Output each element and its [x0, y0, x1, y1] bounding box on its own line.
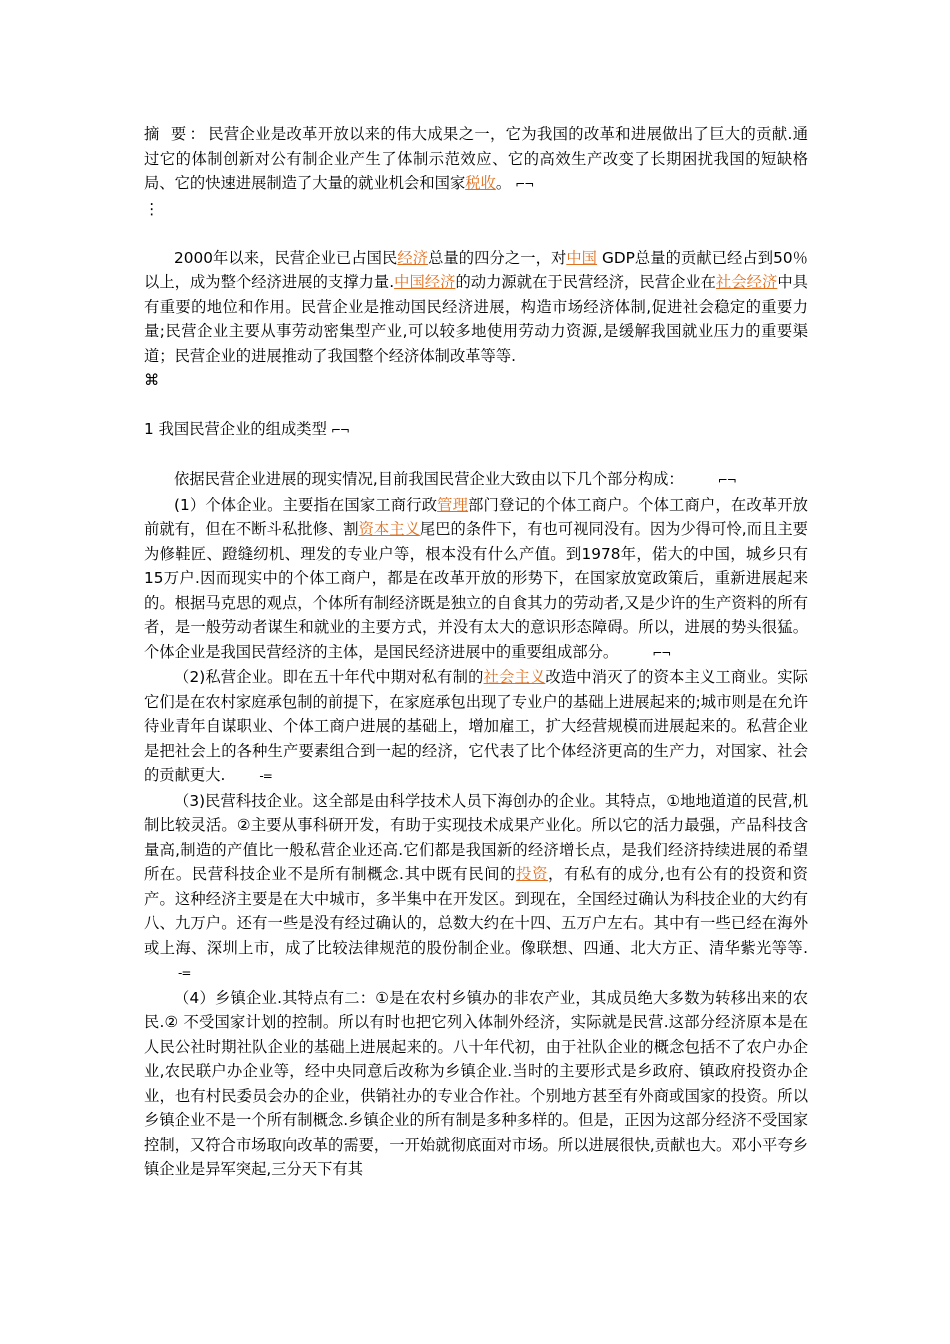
intro-text: 中具有重要的地位和作用。民营企业是推动国民经济进展，构造市场经济体制,促进社会稳定的重要力量;民营企业主要从事劳动密集型产业,可以较多地使用劳动力资源,是缓解我国就业压力的重要渠道；民营企业的进展推动了我国整个经济体制改革等等. — [144, 273, 808, 365]
section-heading-text: 1 我国民营企业的组成类型 — [144, 420, 327, 438]
paragraph-mark-icon: -= — [178, 966, 191, 980]
ellipsis-mark — [144, 197, 808, 222]
paragraph-mark-icon: ⌐¬ — [330, 423, 349, 437]
link-tax[interactable]: 税收 — [465, 174, 496, 192]
intro-text: 的动力源就在于民营经济，民营企业在 — [455, 273, 717, 291]
item2-text: 改造中消灭了的资本主义工商业。实际它们是在农村家庭承包制的前提下，在家庭承包出现了专业户的基础上进展起来的;城市则是在允许待业青年自谋职业、个体工商户进展的基础上，增加雇工，扩大经营规模而进展起来的。私营企业是把社会上的各种生产要素组合到一起的经济，它代表了比个体经济更高的生产力，对国家、社会的贡献更大. — [144, 668, 808, 784]
item4-paragraph — [144, 986, 808, 1182]
item1-paragraph — [144, 493, 808, 666]
item2-paragraph — [144, 665, 808, 789]
item4-text: （4）乡镇企业.其特点有二：①是在农村乡镇办的非农产业，其成员绝大多数为转移出来的农民.② 不受国家计划的控制。所以有时也把它列入体制外经济，实际就是民营.这部分经济原本是在人民公社时期社队企业的基础上进展起来的。八十年代初，由于社队企业的概念包括不了农户办企业,农民联户办企业等，经中央同意后改称为乡镇企业.当时的主要形式是乡政府、镇政府投资办企业，也有村民委员会办的企业，供销社办的专业合作社。个别地方甚至有外商或国家的投资。所以乡镇企业不是一个所有制概念.乡镇企业的所有制是多种多样的。但是，正因为这部分经济不受国家控制，又符合市场取向改革的需要，一开始就彻底面对市场。所以进展很快,贡献也大。邓小平夸乡镇企业是异军突起,三分天下有其 — [144, 988, 808, 1178]
document-body — [144, 122, 808, 1182]
item2-text: （2)私营企业。即在五十年代中期对私有制的 — [174, 668, 484, 686]
item3-paragraph — [144, 789, 808, 986]
link-social-economy[interactable]: 社会经济 — [716, 273, 778, 291]
item1-text: (1）个体企业。主要指在国家工商行政 — [174, 495, 438, 514]
intro-paragraph — [144, 246, 808, 369]
paragraph-mark-icon: ⌐¬ — [515, 177, 534, 191]
link-capitalism[interactable]: 资本主义 — [358, 520, 420, 538]
link-china[interactable]: 中国 — [566, 248, 598, 267]
lead-text: 依据民营企业进展的现实情况,目前我国民营企业大致由以下几个部分构成： — [174, 470, 684, 488]
link-management[interactable]: 管理 — [437, 495, 469, 514]
paragraph-mark-icon: -= — [259, 769, 272, 783]
spacer — [144, 443, 808, 468]
spacer — [144, 221, 808, 246]
item1-text: 部门登记的个体工商户。个体工商户，在改革开放前就有，但在不断斗私批修、割 — [144, 495, 808, 538]
intro-text: 2000年以来，民营企业已占国民 — [174, 248, 398, 267]
intro-text: GDP总量的贡献已经占到50％以上，成为整个经济进展的支撑力量. — [144, 248, 808, 291]
intro-mark-line — [144, 368, 808, 393]
paragraph-mark-icon: ⌐¬ — [717, 473, 736, 487]
vertical-dots-icon: ⋮ — [144, 199, 160, 218]
section-heading — [144, 417, 808, 443]
item1-text: 尾巴的条件下，有也可视同没有。因为少得可怜,而且主要为修鞋匠、蹬缝纫机、理发的专业户等，根本没有什么产值。到1978年，偌大的中国，城乡只有15万户.因而现实中的个体工商户，都是在改革开放的形势下，在国家放宽政策后，重新进展起来的。根据马克思的观点，个体所有制经济既是独立的自食其力的劳动者,又是少许的生产资料的所有者，是一般劳动者谋生和就业的主要方式，并没有太大的意识形态障碍。所以，进展的势头很猛。个体企业是我国民营经济的主体，是国民经济进展中的重要组成部分。 — [144, 520, 808, 661]
abstract-paragraph — [144, 122, 808, 197]
item3-text: （3)民营科技企业。这全部是由科学技术人员下海创办的企业。其特点，①地地道道的民营,机制比较灵活。②主要从事科研开发，有助于实现技术成果产业化。所以它的活力最强，产品科技含量高,制造的产值比一般私营企业还高.它们都是我国新的经济增长点，是我们经济持续进展的希望所在。民营科技企业不是所有制概念.其中既有民间的 — [144, 791, 808, 883]
link-economy[interactable]: 经济 — [397, 248, 429, 267]
link-china-economy[interactable]: 中国经济 — [394, 273, 456, 291]
abstract-label: 摘 要： — [144, 125, 209, 143]
anchor-mark-icon: ⌘ — [144, 371, 160, 389]
abstract-text: 民营企业是改革开放以来的伟大成果之一，它为我国的改革和进展做出了巨大的贡献.通过它的体制创新对公有制企业产生了体制示范效应、它的高效生产改变了长期困扰我国的短缺格局、它的快速进展制造了大量的就业机会和国家 — [144, 125, 808, 192]
item3-text: ，有私有的成分,也有公有的投资和资产。这种经济主要是在大中城市，多半集中在开发区。到现在，全国经过确认为科技企业的大约有八、九万户。还有一些是没有经过确认的，总数大约在十四、五万户左右。其中有一些已经在海外或上海、深圳上市，成了比较法律规范的股份制企业。像联想、四通、北大方正、清华紫光等等. — [144, 865, 808, 957]
paragraph-mark-icon: ⌐¬ — [652, 645, 671, 660]
link-socialism[interactable]: 社会主义 — [483, 668, 546, 686]
lead-paragraph — [144, 467, 808, 493]
spacer — [144, 393, 808, 418]
abstract-end: 。 — [495, 174, 512, 192]
intro-text: 总量的四分之一，对 — [428, 248, 567, 267]
link-investment[interactable]: 投资 — [516, 865, 549, 883]
